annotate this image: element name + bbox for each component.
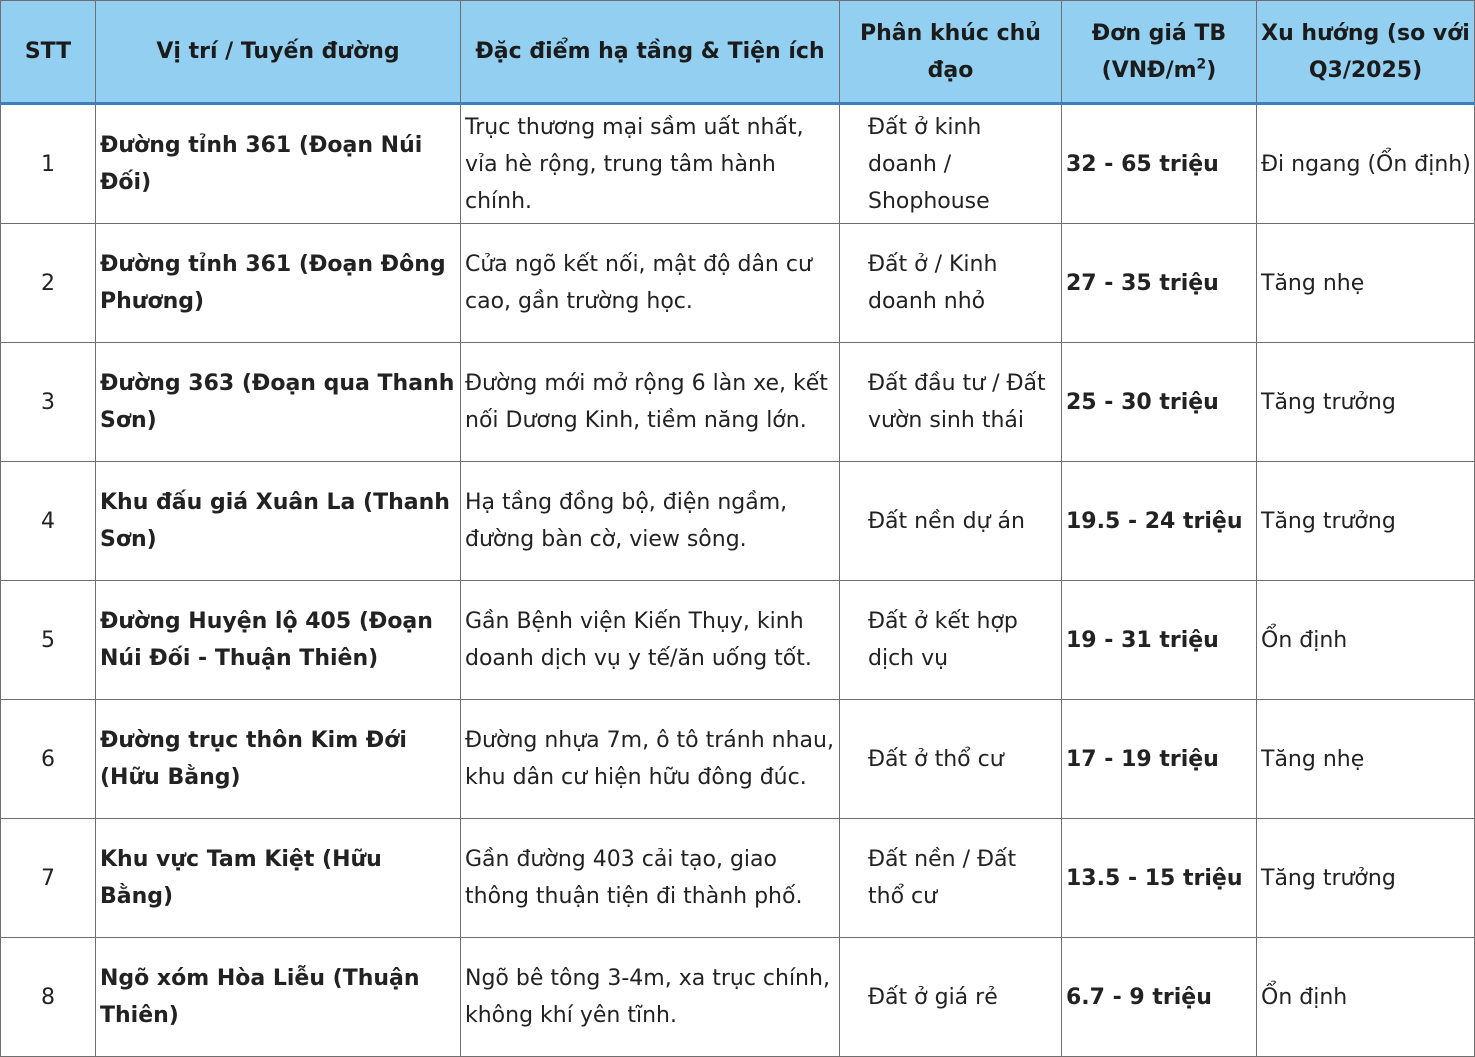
cell-trend: Tăng nhẹ — [1257, 700, 1475, 819]
header-features: Đặc điểm hạ tầng & Tiện ích — [461, 1, 840, 104]
table-row — [1, 104, 1475, 224]
header-price-unit: (VNĐ/m — [1101, 57, 1197, 83]
cell-features: Đường mới mở rộng 6 làn xe, kết nối Dương Kinh, tiềm năng lớn. — [461, 343, 840, 462]
header-trend: Xu hướng (so với Q3/2025) — [1257, 1, 1475, 104]
header-location: Vị trí / Tuyến đường — [96, 1, 461, 104]
cell-stt: 6 — [1, 700, 96, 819]
header-price-line1: Đơn giá TB — [1091, 20, 1227, 46]
cell-segment: Đất nền / Đất thổ cư — [840, 819, 1062, 938]
table-row — [1, 462, 1475, 581]
cell-price: 25 - 30 triệu — [1062, 343, 1257, 462]
header-stt: STT — [1, 1, 96, 104]
cell-price: 32 - 65 triệu — [1062, 104, 1257, 224]
cell-segment: Đất ở kết hợp dịch vụ — [840, 581, 1062, 700]
cell-trend: Ổn định — [1257, 938, 1475, 1057]
header-row — [1, 1, 1475, 104]
table-row — [1, 938, 1475, 1057]
table-row — [1, 224, 1475, 343]
cell-trend: Đi ngang (Ổn định) — [1257, 104, 1475, 224]
cell-trend: Ổn định — [1257, 581, 1475, 700]
cell-segment: Đất ở kinh doanh / Shophouse — [840, 104, 1062, 224]
cell-features: Ngõ bê tông 3-4m, xa trục chính, không khí yên tĩnh. — [461, 938, 840, 1057]
table-header — [1, 1, 1475, 104]
cell-features: Trục thương mại sầm uất nhất, vỉa hè rộng, trung tâm hành chính. — [461, 104, 840, 224]
cell-location: Ngõ xóm Hòa Liễu (Thuận Thiên) — [96, 938, 461, 1057]
table-row — [1, 343, 1475, 462]
cell-stt: 1 — [1, 104, 96, 224]
cell-price: 17 - 19 triệu — [1062, 700, 1257, 819]
cell-location: Khu vực Tam Kiệt (Hữu Bằng) — [96, 819, 461, 938]
cell-location: Đường 363 (Đoạn qua Thanh Sơn) — [96, 343, 461, 462]
header-segment: Phân khúc chủ đạo — [840, 1, 1062, 104]
cell-trend: Tăng nhẹ — [1257, 224, 1475, 343]
cell-stt: 7 — [1, 819, 96, 938]
cell-stt: 4 — [1, 462, 96, 581]
cell-features: Đường nhựa 7m, ô tô tránh nhau, khu dân cư hiện hữu đông đúc. — [461, 700, 840, 819]
cell-stt: 2 — [1, 224, 96, 343]
table-row — [1, 700, 1475, 819]
table-row — [1, 819, 1475, 938]
cell-stt: 5 — [1, 581, 96, 700]
cell-segment: Đất ở thổ cư — [840, 700, 1062, 819]
cell-segment: Đất ở giá rẻ — [840, 938, 1062, 1057]
cell-segment: Đất nền dự án — [840, 462, 1062, 581]
cell-segment: Đất ở / Kinh doanh nhỏ — [840, 224, 1062, 343]
cell-stt: 8 — [1, 938, 96, 1057]
header-price-unit-close: ) — [1206, 57, 1217, 83]
cell-price: 6.7 - 9 triệu — [1062, 938, 1257, 1057]
cell-price: 13.5 - 15 triệu — [1062, 819, 1257, 938]
cell-trend: Tăng trưởng — [1257, 462, 1475, 581]
cell-features: Gần Bệnh viện Kiến Thụy, kinh doanh dịch vụ y tế/ăn uống tốt. — [461, 581, 840, 700]
cell-location: Khu đấu giá Xuân La (Thanh Sơn) — [96, 462, 461, 581]
cell-trend: Tăng trưởng — [1257, 819, 1475, 938]
cell-location: Đường trục thôn Kim Đới (Hữu Bằng) — [96, 700, 461, 819]
table-row — [1, 581, 1475, 700]
cell-price: 19 - 31 triệu — [1062, 581, 1257, 700]
header-price-line2 — [1066, 52, 1252, 89]
cell-price: 19.5 - 24 triệu — [1062, 462, 1257, 581]
cell-location: Đường tỉnh 361 (Đoạn Đông Phương) — [96, 224, 461, 343]
cell-location: Đường Huyện lộ 405 (Đoạn Núi Đối - Thuận Thiên) — [96, 581, 461, 700]
cell-features: Hạ tầng đồng bộ, điện ngầm, đường bàn cờ, view sông. — [461, 462, 840, 581]
table-body — [1, 104, 1475, 1057]
header-price-unit-exponent: 2 — [1196, 56, 1207, 73]
cell-trend: Tăng trưởng — [1257, 343, 1475, 462]
cell-stt: 3 — [1, 343, 96, 462]
header-price — [1062, 1, 1257, 104]
cell-price: 27 - 35 triệu — [1062, 224, 1257, 343]
cell-features: Cửa ngõ kết nối, mật độ dân cư cao, gần trường học. — [461, 224, 840, 343]
cell-location: Đường tỉnh 361 (Đoạn Núi Đối) — [96, 104, 461, 224]
cell-segment: Đất đầu tư / Đất vườn sinh thái — [840, 343, 1062, 462]
cell-features: Gần đường 403 cải tạo, giao thông thuận tiện đi thành phố. — [461, 819, 840, 938]
